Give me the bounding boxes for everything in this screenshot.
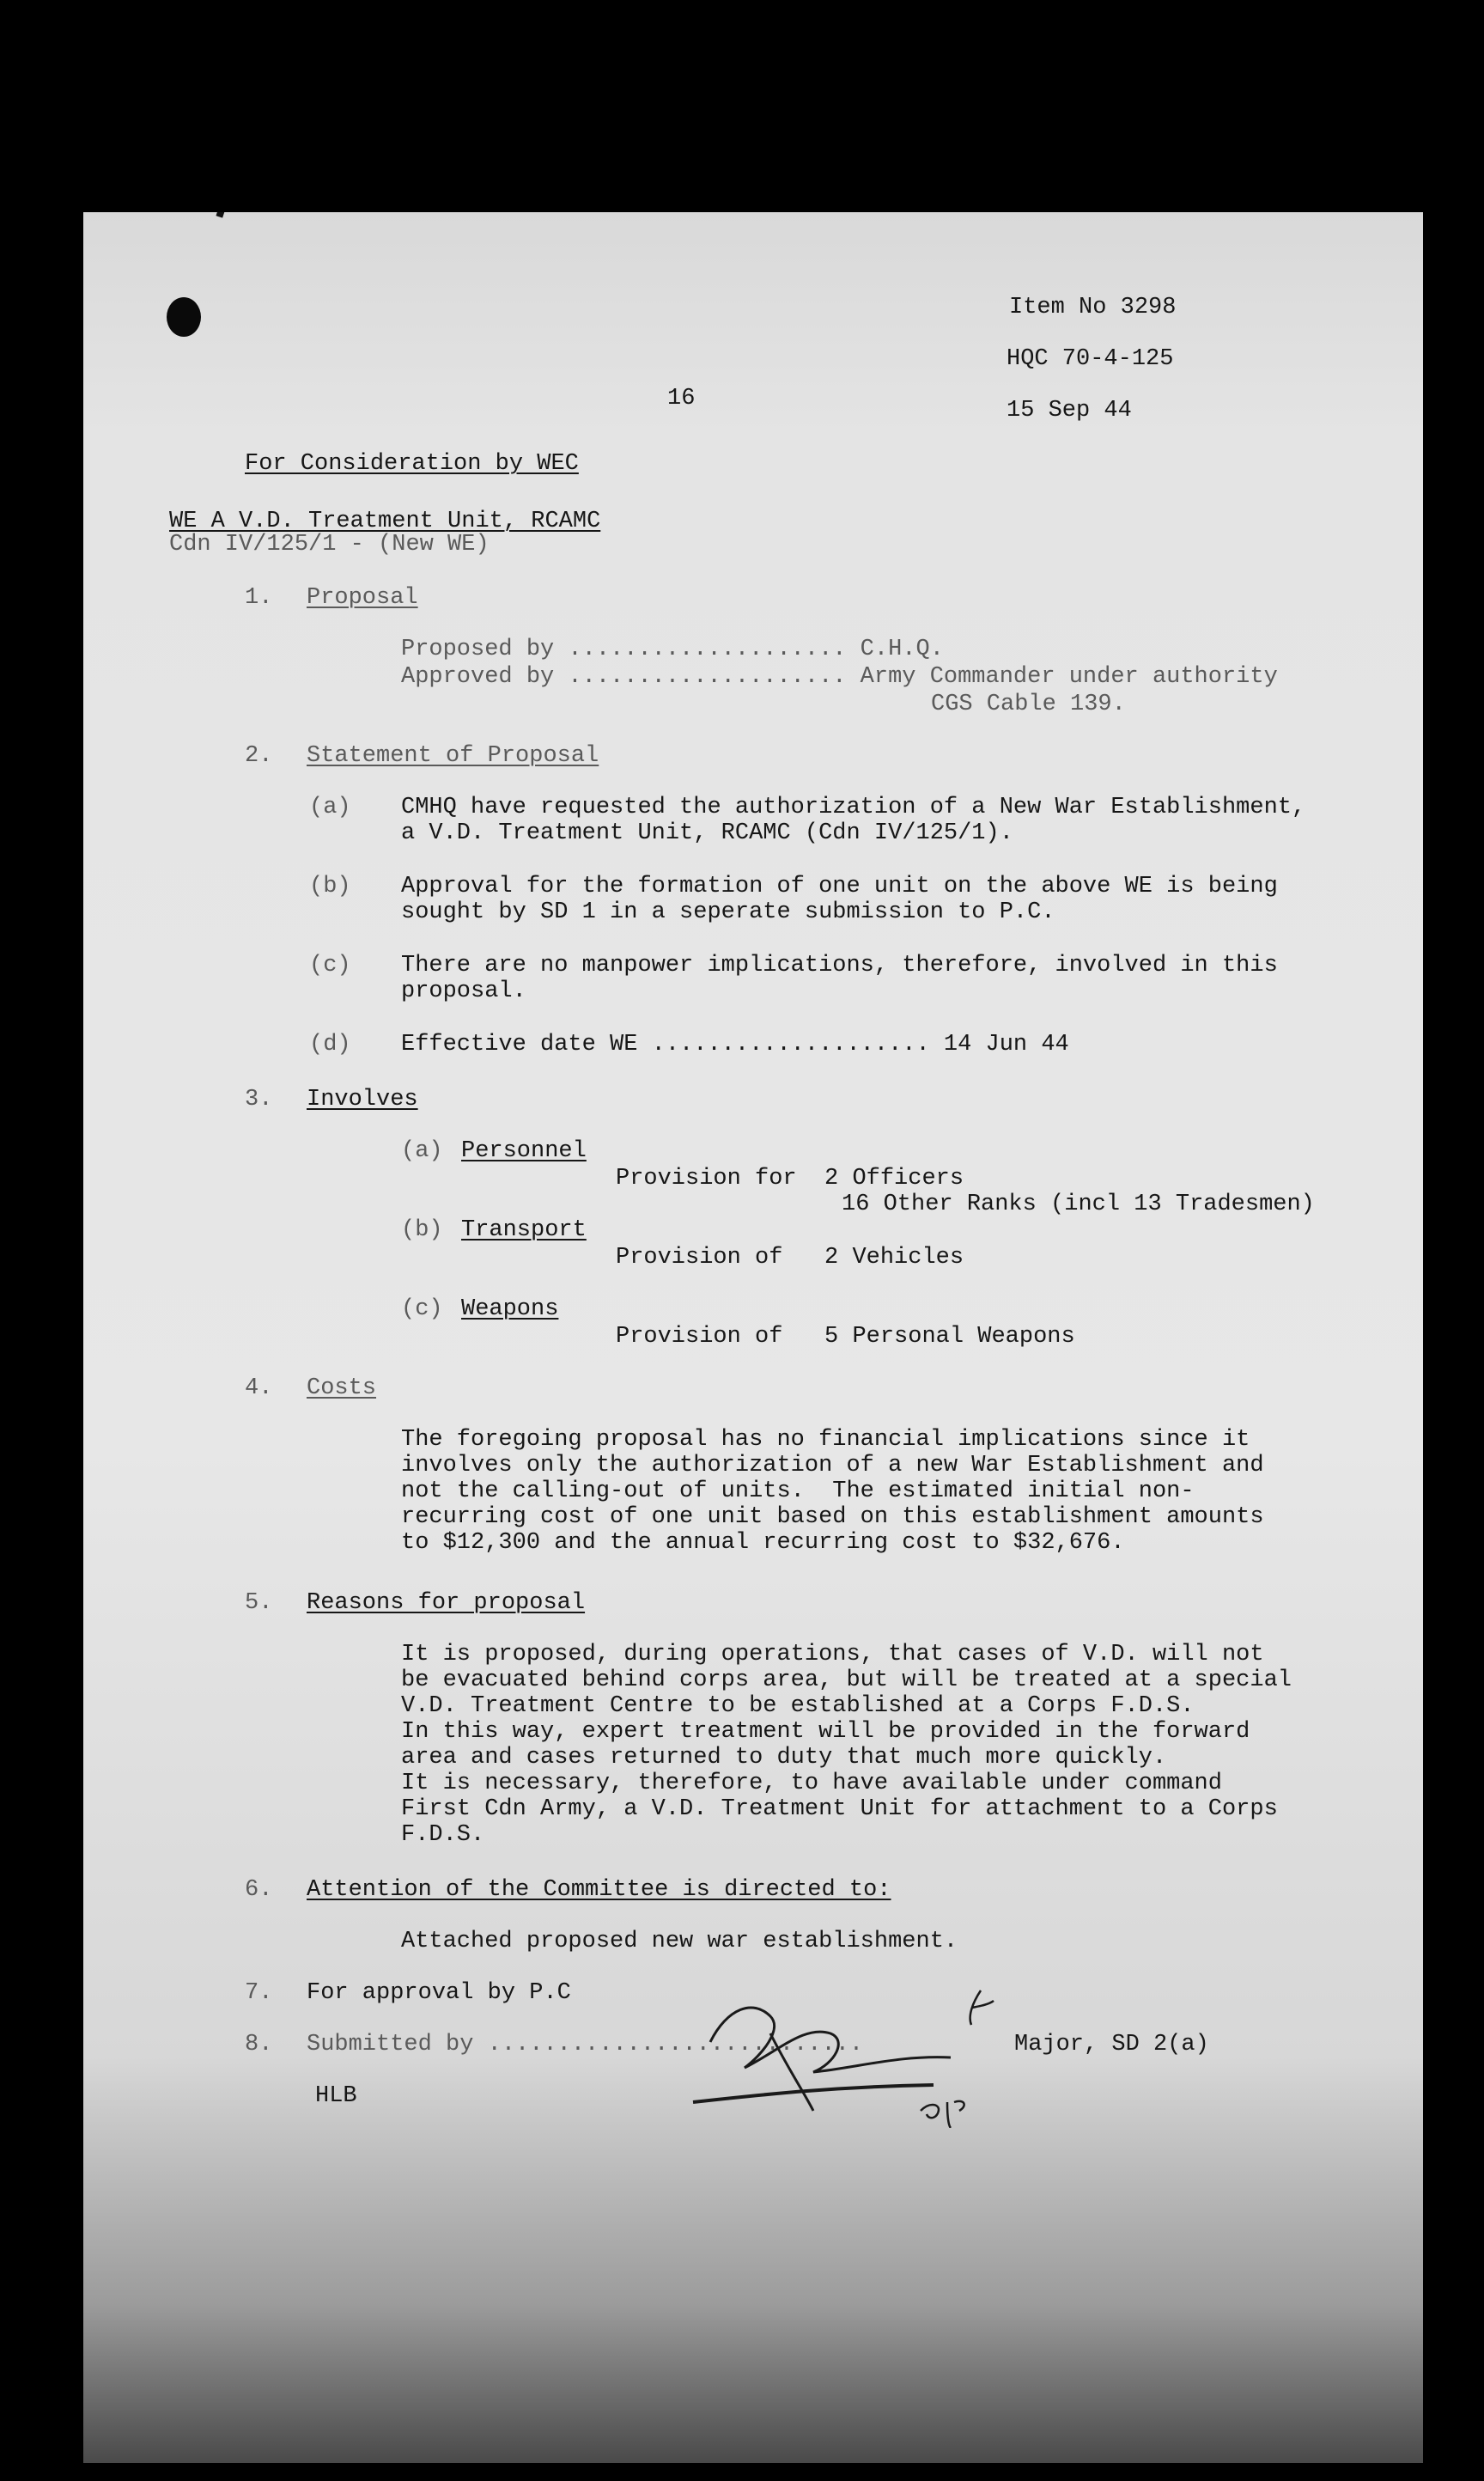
punch-hole (167, 297, 201, 337)
section-heading-attention: Attention of the Committee is directed to: (307, 1877, 891, 1903)
reasons-line: It is proposed, during operations, that cases of V.D. will not (401, 1642, 1264, 1667)
submitted-by-line: Submitted by ........................... (307, 2032, 864, 2057)
item-label: (a) (309, 795, 351, 820)
personnel-officers: Provision for 2 Officers (616, 1166, 964, 1192)
statement-c-line: There are no manpower implications, therefore, involved in this (401, 953, 1278, 978)
weapons-heading: Weapons (461, 1296, 559, 1322)
approved-by-authority: CGS Cable 139. (931, 692, 1126, 717)
personnel-other-ranks: 16 Other Ranks (incl 13 Tradesmen) (842, 1192, 1315, 1217)
reasons-line: In this way, expert treatment will be provided in the forward (401, 1719, 1250, 1745)
section-number: 6. (245, 1877, 273, 1903)
item-label: (c) (309, 953, 351, 978)
statement-c-line: proposal. (401, 978, 526, 1004)
proposed-by-line: Proposed by .................... C.H.Q. (401, 637, 944, 662)
costs-line: recurring cost of one unit based on this establishment amounts (401, 1504, 1264, 1530)
statement-b-line: sought by SD 1 in a seperate submission to P.C. (401, 899, 1055, 925)
reasons-line: V.D. Treatment Centre to be established at a Corps F.D.S. (401, 1693, 1195, 1719)
section-number: 8. (245, 2032, 273, 2057)
section-number: 4. (245, 1375, 273, 1401)
submitter-rank: Major, SD 2(a) (1014, 2032, 1209, 2057)
section-number: 2. (245, 743, 273, 769)
transport-vehicles: Provision of 2 Vehicles (616, 1245, 964, 1271)
statement-a-line: CMHQ have requested the authorization of a New War Establishment, (401, 795, 1306, 820)
section-heading-costs: Costs (307, 1375, 377, 1401)
section-number: 7. (245, 1980, 273, 2006)
weapons-count: Provision of 5 Personal Weapons (616, 1324, 1075, 1350)
page-mark (216, 212, 228, 218)
costs-line: involves only the authorization of a new War Establishment and (401, 1453, 1264, 1478)
item-label: (c) (401, 1296, 443, 1322)
document-title: For Consideration by WEC (245, 451, 579, 477)
costs-line: The foregoing proposal has no financial implications since it (401, 1427, 1250, 1453)
section-number: 3. (245, 1087, 273, 1112)
item-label: (d) (309, 1032, 351, 1058)
approved-by-line: Approved by .................... Army Commander under authority (401, 664, 1278, 690)
item-label: (b) (309, 874, 351, 899)
statement-a-line: a V.D. Treatment Unit, RCAMC (Cdn IV/125/1). (401, 820, 1013, 846)
reasons-line: It is necessary, therefore, to have available under command (401, 1771, 1222, 1796)
hq-file-number: HQC 70-4-125 (1007, 346, 1174, 372)
statement-b-line: Approval for the formation of one unit on the above WE is being (401, 874, 1278, 899)
document-page (83, 212, 1423, 2463)
section-heading-involves: Involves (307, 1087, 418, 1112)
section-heading-reasons: Reasons for proposal (307, 1590, 586, 1616)
reasons-line: be evacuated behind corps area, but will be treated at a special (401, 1667, 1292, 1693)
handwritten-signature (676, 1973, 1037, 2128)
reasons-line: F.D.S. (401, 1822, 485, 1848)
attention-line: Attached proposed new war establishment. (401, 1929, 958, 1954)
costs-line: to $12,300 and the annual recurring cost to $32,676. (401, 1530, 1125, 1556)
reasons-line: First Cdn Army, a V.D. Treatment Unit for attachment to a Corps (401, 1796, 1278, 1822)
personnel-heading: Personnel (461, 1138, 587, 1164)
section-heading-statement: Statement of Proposal (307, 743, 599, 769)
effective-date-line: Effective date WE .................... 14 Jun 44 (401, 1032, 1069, 1058)
subject-reference: Cdn IV/125/1 - (New WE) (169, 532, 490, 558)
subject-line: WE A V.D. Treatment Unit, RCAMC (169, 509, 601, 534)
section-heading-proposal: Proposal (307, 585, 418, 611)
approval-line: For approval by P.C (307, 1980, 571, 2006)
section-number: 1. (245, 585, 273, 611)
item-label: (a) (401, 1138, 443, 1164)
reasons-line: area and cases returned to duty that much more quickly. (401, 1745, 1167, 1771)
item-label: (b) (401, 1217, 443, 1243)
page-number: 16 (667, 386, 696, 411)
section-number: 5. (245, 1590, 273, 1616)
costs-line: not the calling-out of units. The estimated initial non- (401, 1478, 1195, 1504)
item-number: Item No 3298 (1009, 295, 1177, 320)
transport-heading: Transport (461, 1217, 587, 1243)
typist-initials: HLB (315, 2083, 357, 2109)
document-date: 15 Sep 44 (1007, 398, 1132, 424)
